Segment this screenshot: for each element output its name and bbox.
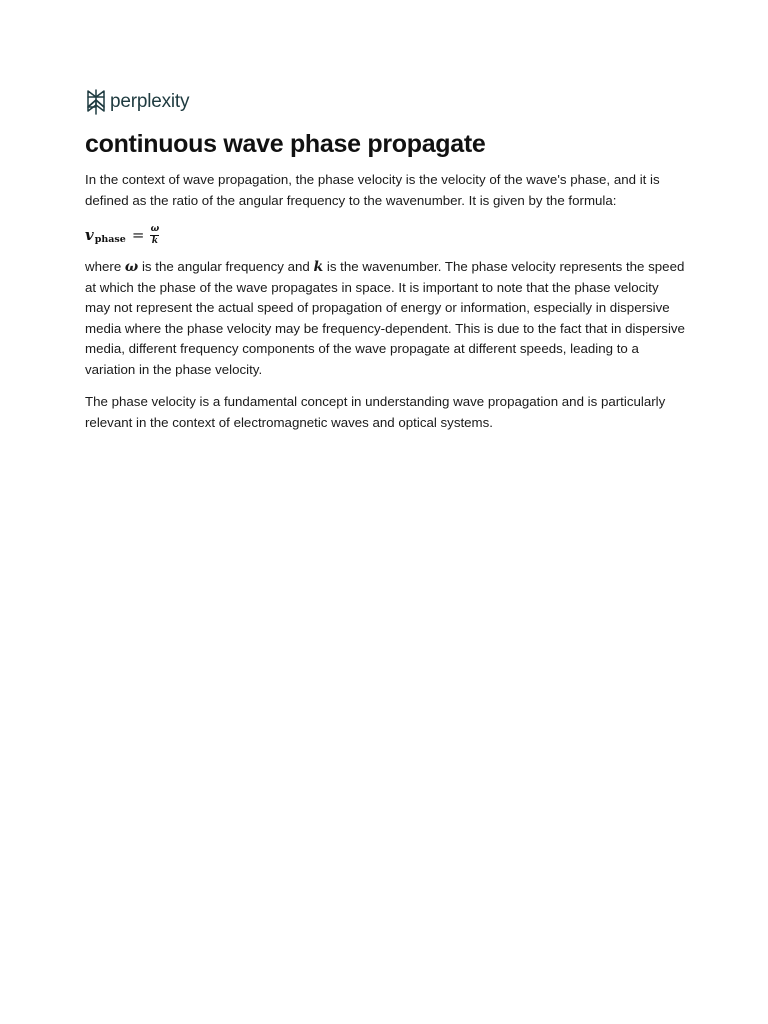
- explanation-text-2: is the angular frequency and: [138, 259, 314, 274]
- page-title: continuous wave phase propagate: [85, 130, 486, 158]
- formula-numerator: ω: [150, 223, 160, 234]
- explanation-text-3: is the wavenumber. The phase velocity represents the speed at which the phase of the wave propagates in space. It is important to note that the phase velocity may not represent the actual speed of propagation of energy or information, especially in dispersive media where the phase velocity may be frequency-dependent. This is due to the fact that in dispersive media, different frequency components of the wave propagate at different speeds, leading to a variation in the phase velocity.: [85, 259, 685, 377]
- perplexity-logo-icon: [85, 89, 107, 115]
- formula-lhs: v: [85, 226, 94, 244]
- conclusion-paragraph: The phase velocity is a fundamental concept in understanding wave propagation and is particularly relevant in the context of electromagnetic waves and optical systems.: [85, 394, 666, 430]
- document-page: [85, 88, 685, 433]
- formula-lhs-subscript: phase: [94, 233, 126, 245]
- explanation-text-1: where: [85, 259, 125, 274]
- brand-header: [85, 88, 685, 116]
- formula-denominator: k: [151, 235, 159, 246]
- explanation-paragraph: [85, 257, 685, 380]
- brand-name: perplexity: [110, 91, 190, 112]
- phase-velocity-formula: [85, 221, 685, 249]
- k-symbol: k: [313, 259, 324, 275]
- formula-equals: =: [131, 226, 145, 244]
- formula-fraction: [150, 225, 159, 246]
- intro-paragraph: In the context of wave propagation, the phase velocity is the velocity of the wave's phase, and it is defined as the ratio of the angular frequency to the wavenumber. It is given by the formula:: [85, 172, 660, 208]
- omega-symbol: ω: [124, 259, 139, 275]
